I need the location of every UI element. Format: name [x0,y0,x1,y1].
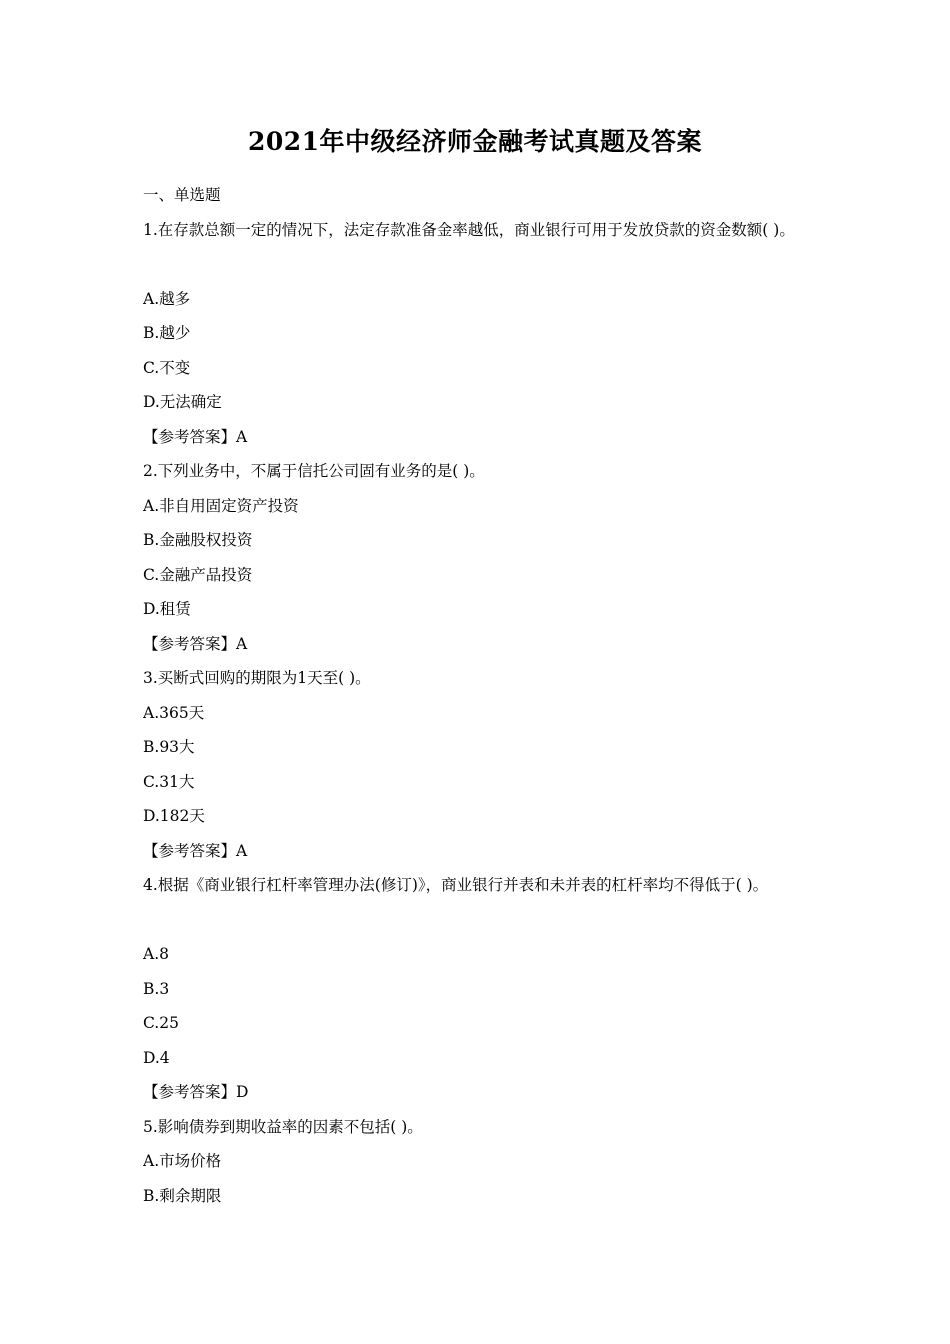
question-3-answer: 【参考答案】A [143,841,248,860]
question-3-option-c: C.31大 [143,772,195,791]
question-1-option-c: C.不变 [143,358,191,377]
question-3-option-d: D.182天 [143,807,205,825]
question-4-stem: 4.根据《商业银行杠杆率管理办法(修订)》，商业银行并表和未并表的杠杆率均不得低于( )。 [143,876,769,894]
question-5-option-b: B.剩余期限 [143,1186,222,1205]
document-title: 2021年中级经济师金融考试真题及答案 [247,127,703,156]
question-2-stem: 2.下列业务中，不属于信托公司固有业务的是( )。 [143,462,485,480]
question-2-answer: 【参考答案】A [143,634,248,653]
question-2-option-c: C.金融产品投资 [143,565,253,584]
question-2-option-d: D.租赁 [143,600,191,618]
question-3-option-b: B.93大 [143,738,195,756]
question-1-answer: 【参考答案】A [143,427,248,446]
question-4-option-b: B.3 [143,979,170,998]
question-3-stem: 3.买断式回购的期限为1天至( )。 [143,669,371,687]
question-2-option-a: A.非自用固定资产投资 [143,496,299,515]
question-2-option-b: B.金融股权投资 [143,531,253,549]
question-1-option-b: B.越少 [143,324,191,342]
question-5-stem: 5.影响债券到期收益率的因素不包括( )。 [143,1117,423,1136]
question-5-option-a: A.市场价格 [143,1152,222,1170]
question-1-stem: 1.在存款总额一定的情况下，法定存款准备金率越低，商业银行可用于发放贷款的资金数额( )。 [143,220,795,239]
question-4-option-c: C.25 [143,1014,179,1032]
question-4-option-a: A.8 [143,945,169,963]
question-4-option-d: D.4 [143,1048,170,1067]
document-body [143,178,823,1213]
question-3-option-a: A.365天 [143,703,205,722]
section-heading: 一、单选题 [143,186,221,204]
question-1-option-d: D.无法确定 [143,393,222,411]
question-4-answer: 【参考答案】D [143,1083,249,1101]
question-1-option-a: A.越多 [143,289,191,308]
